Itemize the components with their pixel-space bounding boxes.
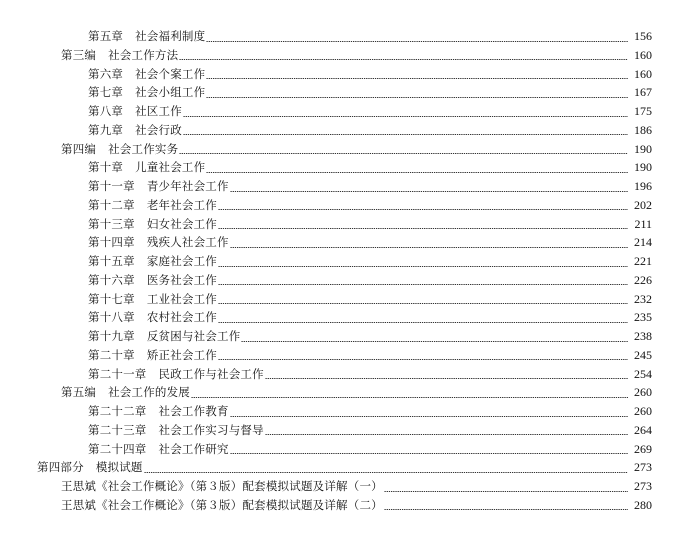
toc-entry-page-number: 190 bbox=[634, 160, 652, 175]
toc-entry-text: 老年社会工作 bbox=[146, 197, 218, 212]
toc-entry-label: 第六章 bbox=[88, 66, 124, 81]
toc-entry-page-number: 235 bbox=[634, 310, 652, 325]
toc-entry[interactable] bbox=[0, 477, 699, 496]
dot-leader bbox=[230, 440, 628, 459]
toc-entry-label: 第十六章 bbox=[88, 272, 135, 287]
toc-entry-title bbox=[88, 121, 182, 140]
toc-entry-title bbox=[61, 477, 383, 496]
toc-entry[interactable] bbox=[0, 65, 699, 84]
toc-entry-text: 妇女社会工作 bbox=[146, 216, 218, 231]
toc-entry-text: 王思斌《社会工作概论》（第３版）配套模拟试题及详解（二） bbox=[61, 497, 383, 512]
toc-entry-label: 第二十三章 bbox=[88, 422, 147, 437]
toc-entry-text: 社会行政 bbox=[135, 122, 182, 137]
toc-entry-text: 王思斌《社会工作概论》（第３版）配套模拟试题及详解（一） bbox=[61, 479, 383, 493]
toc-entry-text: 医务社会工作 bbox=[146, 272, 218, 287]
toc-entry-title bbox=[37, 458, 143, 477]
toc-entry-label: 第十八章 bbox=[88, 310, 135, 325]
toc-entry-page-number: 269 bbox=[634, 441, 652, 456]
toc-entry-label: 第十九章 bbox=[88, 329, 135, 343]
toc-entry-label: 第七章 bbox=[88, 85, 124, 100]
toc-entry[interactable] bbox=[0, 440, 699, 459]
toc-entry[interactable] bbox=[0, 46, 699, 65]
dot-leader bbox=[179, 46, 628, 65]
toc-entry-text: 社会工作研究 bbox=[158, 441, 229, 456]
toc-entry-page-number: 254 bbox=[634, 366, 652, 381]
dot-leader bbox=[183, 121, 628, 140]
dot-leader bbox=[218, 271, 628, 290]
toc-entry-text: 社区工作 bbox=[135, 104, 182, 118]
toc-entry-label: 第三编 bbox=[61, 47, 97, 62]
toc-entry[interactable] bbox=[0, 102, 699, 121]
dot-leader bbox=[206, 27, 628, 46]
toc-entry-label: 第二十章 bbox=[88, 347, 135, 362]
toc-entry-page-number: 232 bbox=[634, 291, 652, 306]
toc-entry-title bbox=[88, 102, 182, 121]
toc-entry-text: 社会工作方法 bbox=[108, 47, 179, 62]
toc-entry-page-number: 226 bbox=[634, 272, 652, 287]
toc-entry-title bbox=[88, 327, 240, 346]
toc-entry-page-number: 260 bbox=[634, 404, 652, 418]
dot-leader bbox=[206, 158, 628, 177]
toc-entry-text: 社会工作实务 bbox=[108, 141, 179, 156]
toc-entry[interactable] bbox=[0, 308, 699, 327]
toc-entry-page-number: 156 bbox=[634, 29, 652, 43]
dot-leader bbox=[230, 233, 628, 252]
toc-entry-title bbox=[88, 177, 229, 196]
toc-entry-title bbox=[61, 496, 383, 515]
toc-entry-title bbox=[61, 383, 190, 402]
toc-entry[interactable] bbox=[0, 83, 699, 102]
toc-entry-title bbox=[88, 27, 205, 46]
toc-entry-text: 反贫困与社会工作 bbox=[146, 329, 241, 343]
dot-leader bbox=[183, 102, 628, 121]
dot-leader bbox=[218, 252, 628, 271]
toc-entry-page-number: 260 bbox=[634, 385, 652, 400]
toc-entry-text: 家庭社会工作 bbox=[146, 254, 218, 268]
dot-leader bbox=[230, 402, 628, 421]
toc-entry-label: 第八章 bbox=[88, 104, 124, 118]
toc-entry-title bbox=[88, 290, 217, 309]
toc-entry[interactable] bbox=[0, 290, 699, 309]
toc-entry-title bbox=[61, 140, 178, 159]
toc-entry[interactable] bbox=[0, 252, 699, 271]
toc-entry-page-number: 280 bbox=[634, 497, 652, 512]
toc-entry-label: 第五章 bbox=[88, 29, 124, 43]
dot-leader bbox=[265, 421, 628, 440]
toc-entry-title bbox=[88, 65, 205, 84]
toc-entry-label: 第十二章 bbox=[88, 197, 135, 212]
toc-entry-label: 第四编 bbox=[61, 141, 97, 156]
toc-entry-page-number: 175 bbox=[634, 104, 652, 118]
toc-entry-page-number: 190 bbox=[634, 141, 652, 156]
toc-entry-title bbox=[88, 233, 229, 252]
toc-entry-text: 矫正社会工作 bbox=[146, 347, 218, 362]
toc-entry-text: 社会小组工作 bbox=[135, 85, 206, 100]
toc-entry-title bbox=[88, 308, 217, 327]
toc-entry-label: 第十一章 bbox=[88, 179, 135, 193]
dot-leader bbox=[218, 346, 628, 365]
toc-entry[interactable] bbox=[0, 365, 699, 384]
toc-entry-page-number: 196 bbox=[634, 179, 652, 193]
toc-entry[interactable] bbox=[0, 196, 699, 215]
toc-entry-label: 第十五章 bbox=[88, 254, 135, 268]
toc-entry-title bbox=[88, 215, 217, 234]
toc-entry-page-number: 264 bbox=[634, 422, 652, 437]
toc-entry[interactable] bbox=[0, 496, 699, 515]
toc-entry-text: 模拟试题 bbox=[95, 460, 143, 475]
toc-entry-label: 第五编 bbox=[61, 385, 97, 400]
toc-entry[interactable] bbox=[0, 233, 699, 252]
toc-entry-text: 社会个案工作 bbox=[135, 66, 206, 81]
toc-entry-title bbox=[88, 158, 205, 177]
toc-entry-page-number: 238 bbox=[634, 329, 652, 343]
toc-entry[interactable] bbox=[0, 121, 699, 140]
toc-entry[interactable] bbox=[0, 158, 699, 177]
toc-entry[interactable] bbox=[0, 215, 699, 234]
dot-leader bbox=[206, 65, 628, 84]
toc-entry-title bbox=[61, 46, 178, 65]
toc-entry-title bbox=[88, 402, 229, 421]
dot-leader bbox=[179, 140, 628, 159]
toc-entry-text: 民政工作与社会工作 bbox=[158, 366, 264, 381]
toc-entry-label: 第四部分 bbox=[37, 460, 84, 475]
dot-leader bbox=[218, 196, 628, 215]
toc-entry[interactable] bbox=[0, 177, 699, 196]
toc-entry-title bbox=[88, 421, 264, 440]
toc-entry-page-number: 214 bbox=[634, 235, 652, 250]
toc-entry[interactable] bbox=[0, 383, 699, 402]
toc-entry-text: 工业社会工作 bbox=[146, 291, 218, 306]
toc-entry-text: 社会工作教育 bbox=[158, 404, 229, 418]
toc-entry-text: 社会福利制度 bbox=[135, 29, 206, 43]
toc-entry[interactable] bbox=[0, 327, 699, 346]
toc-entry-title bbox=[88, 346, 217, 365]
toc-entry-title bbox=[88, 196, 217, 215]
dot-leader bbox=[384, 477, 628, 496]
table-of-contents bbox=[0, 27, 699, 515]
toc-entry-label: 第十四章 bbox=[88, 235, 135, 250]
dot-leader bbox=[191, 383, 628, 402]
toc-entry-page-number: 273 bbox=[634, 479, 652, 493]
toc-entry-page-number: 245 bbox=[634, 347, 652, 362]
toc-entry-label: 第二十二章 bbox=[88, 404, 147, 418]
dot-leader bbox=[241, 327, 628, 346]
toc-entry-title bbox=[88, 365, 264, 384]
toc-entry-text: 儿童社会工作 bbox=[135, 160, 206, 175]
toc-entry-text: 社会工作实习与督导 bbox=[158, 422, 264, 437]
toc-entry-label: 第十三章 bbox=[88, 216, 135, 231]
toc-entry[interactable] bbox=[0, 346, 699, 365]
dot-leader bbox=[230, 177, 628, 196]
toc-entry[interactable] bbox=[0, 271, 699, 290]
toc-entry-text: 残疾人社会工作 bbox=[146, 235, 229, 250]
toc-entry-page-number: 160 bbox=[634, 66, 652, 81]
toc-entry-title bbox=[88, 252, 217, 271]
toc-entry-title bbox=[88, 271, 217, 290]
toc-entry-title bbox=[88, 440, 229, 459]
toc-entry-page-number: 211 bbox=[634, 216, 652, 231]
dot-leader bbox=[206, 83, 628, 102]
toc-entry[interactable] bbox=[0, 140, 699, 159]
toc-entry-label: 第二十四章 bbox=[88, 441, 147, 456]
toc-entry[interactable] bbox=[0, 402, 699, 421]
toc-entry-label: 第十章 bbox=[88, 160, 124, 175]
toc-entry[interactable] bbox=[0, 27, 699, 46]
toc-entry-text: 青少年社会工作 bbox=[146, 179, 229, 193]
toc-entry-title bbox=[88, 83, 205, 102]
dot-leader bbox=[265, 365, 628, 384]
toc-entry-label: 第九章 bbox=[88, 122, 124, 137]
toc-entry-label: 第十七章 bbox=[88, 291, 135, 306]
dot-leader bbox=[218, 290, 628, 309]
dot-leader bbox=[218, 308, 628, 327]
toc-entry-page-number: 186 bbox=[634, 122, 652, 137]
dot-leader bbox=[218, 215, 628, 234]
toc-entry-page-number: 273 bbox=[634, 460, 652, 475]
toc-entry-text: 农村社会工作 bbox=[146, 310, 218, 325]
toc-entry-page-number: 160 bbox=[634, 47, 652, 62]
toc-entry[interactable] bbox=[0, 421, 699, 440]
dot-leader bbox=[384, 496, 628, 515]
toc-entry-page-number: 221 bbox=[634, 254, 652, 268]
toc-entry-page-number: 202 bbox=[634, 197, 652, 212]
toc-entry-text: 社会工作的发展 bbox=[108, 385, 191, 400]
dot-leader bbox=[144, 458, 628, 477]
toc-entry[interactable] bbox=[0, 458, 699, 477]
toc-entry-label: 第二十一章 bbox=[88, 366, 147, 381]
toc-entry-page-number: 167 bbox=[634, 85, 652, 100]
